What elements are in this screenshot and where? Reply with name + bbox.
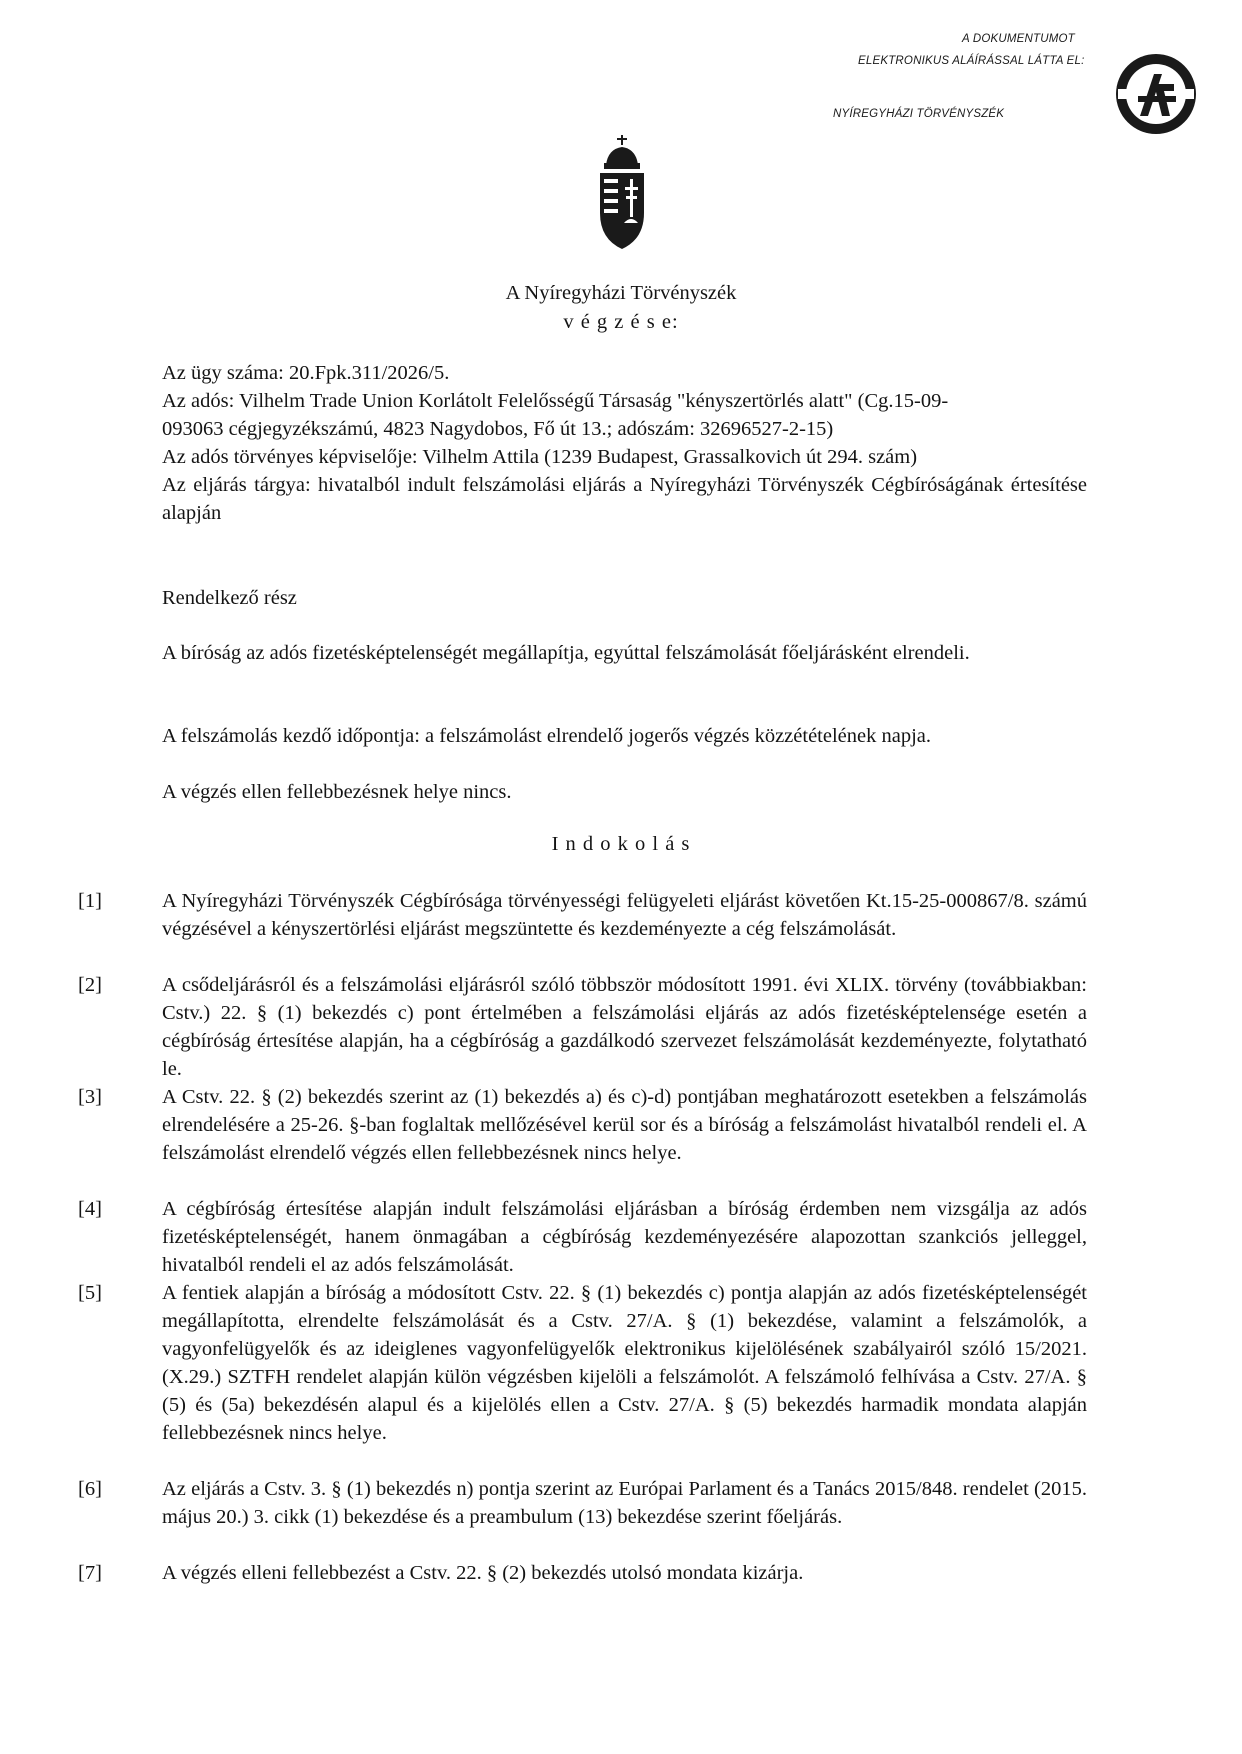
paragraph-number: [1] [78, 890, 102, 912]
stamp-line-1: A DOKUMENTUMOT [962, 33, 1075, 45]
reasoning-paragraph: A csődeljárásról és a felszámolási eljárásról szóló többször módosított 1991. évi XLIX. törvény (továbbiakban: Cstv.) 22. § (1) bekezdés c) pont értelmében a felszámolási eljárás az adós fizetésképtelensége esetén a cégbíróság értesítése alapján, ha a cégbíróság a gazdálkodó szervezet felszámolását kezdeményezte, folytatható le. [162, 974, 1087, 1080]
court-seal-logo-icon [1110, 44, 1202, 140]
case-number: Az ügy száma: 20.Fpk.311/2026/5. [162, 362, 450, 384]
debtor-line-2: 093063 cégjegyzékszámú, 4823 Nagydobos, Fő út 13.; adószám: 32696527-2-15) [162, 418, 834, 440]
paragraph-number: [3] [78, 1086, 102, 1108]
reasoning-paragraph: Az eljárás a Cstv. 3. § (1) bekezdés n) pontja szerint az Európai Parlament és a Tanács 2015/848. rendelet (2015. május 20.) 3. cikk (1) bekezdése és a preambulum (13) bekezdése szerint főeljárás. [162, 1478, 1087, 1528]
reasoning-paragraph: A fentiek alapján a bíróság a módosított Cstv. 22. § (1) bekezdés c) pontja alapján az adós fizetésképtelenségét megállapította, elrendelte felszámolását és a Cstv. 27/A. § (1) bekezdése, valamint a felszámolók, a vagyonfelügyelők és az ideiglenes vagyonfelügyelők elektronikus kijelölésének szabályairól szóló 15/2021. (X.29.) SZTFH rendelet alapján külön végzésben kijelöli a felszámolót. A felszámoló felhívása a Cstv. 27/A. § (5) és (5a) bekezdésén alapul és a kijelölés ellen a Cstv. 27/A. § (5) bekezdés harmadik mondata alapján fellebbezésnek nincs helye. [162, 1282, 1087, 1444]
reasoning-title: I n d o k o l á s [551, 833, 691, 855]
reasoning-paragraph: A Nyíregyházi Törvényszék Cégbírósága törvényességi felügyeleti eljárást követően Kt.15-25-000867/8. számú végzésével a kényszertörlési eljárást megszüntette és kezdeményezte a cég felszámolását. [162, 890, 1087, 940]
paragraph-number: [2] [78, 974, 102, 996]
operative-part-title: Rendelkező rész [162, 587, 297, 609]
reasoning-paragraph: A cégbíróság értesítése alapján indult felszámolási eljárásban a bíróság érdemben nem vizsgálja az adós fizetésképtelenségét, hanem önmagában a cégbíróság kezdeményezésére alapozottan szankciós jelleggel, hivatalból rendeli el az adós felszámolását. [162, 1198, 1087, 1276]
operative-paragraph-1: A bíróság az adós fizetésképtelenségét megállapítja, egyúttal felszámolását főeljárásként elrendeli. [162, 642, 970, 664]
stamp-court-name: NYÍREGYHÁZI TÖRVÉNYSZÉK [833, 108, 1005, 120]
debtor-line-1: Az adós: Vilhelm Trade Union Korlátolt Felelősségű Társaság "kényszertörlés alatt" (Cg.15-09- [162, 390, 949, 412]
operative-paragraph-2: A felszámolás kezdő időpontja: a felszámolást elrendelő jogerős végzés közzétételének napja. [162, 725, 932, 747]
operative-paragraph-3: A végzés ellen fellebbezésnek helye nincs. [162, 781, 512, 803]
coat-of-arms-icon [598, 133, 646, 251]
paragraph-number: [4] [78, 1198, 102, 1220]
reasoning-paragraph: A végzés elleni fellebbezést a Cstv. 22. § (2) bekezdés utolsó mondata kizárja. [162, 1562, 804, 1584]
court-name-heading: A Nyíregyházi Törvényszék [505, 282, 737, 304]
paragraph-number: [7] [78, 1562, 102, 1584]
paragraph-number: [5] [78, 1282, 102, 1304]
reasoning-paragraph: A Cstv. 22. § (2) bekezdés szerint az (1) bekezdés a) és c)-d) pontjában meghatározott esetekben a felszámolás elrendelésére a 25-26. §-ban foglaltak mellőzésével kerül sor és a bíróság a felszámolást hivatalból rendeli el. A felszámolást elrendelő végzés ellen fellebbezésnek nincs helye. [162, 1086, 1087, 1164]
debtor-representative: Az adós törvényes képviselője: Vilhelm Attila (1239 Budapest, Grassalkovich út 294. szám) [162, 446, 918, 468]
stamp-line-2: ELEKTRONIKUS ALÁÍRÁSSAL LÁTTA EL: [858, 55, 1085, 67]
paragraph-number: [6] [78, 1478, 102, 1500]
document-type-heading: v é g z é s e: [563, 311, 679, 333]
procedure-subject: Az eljárás tárgya: hivatalból indult felszámolási eljárás a Nyíregyházi Törvényszék Cégbíróságának értesítése alapján [162, 474, 1087, 524]
